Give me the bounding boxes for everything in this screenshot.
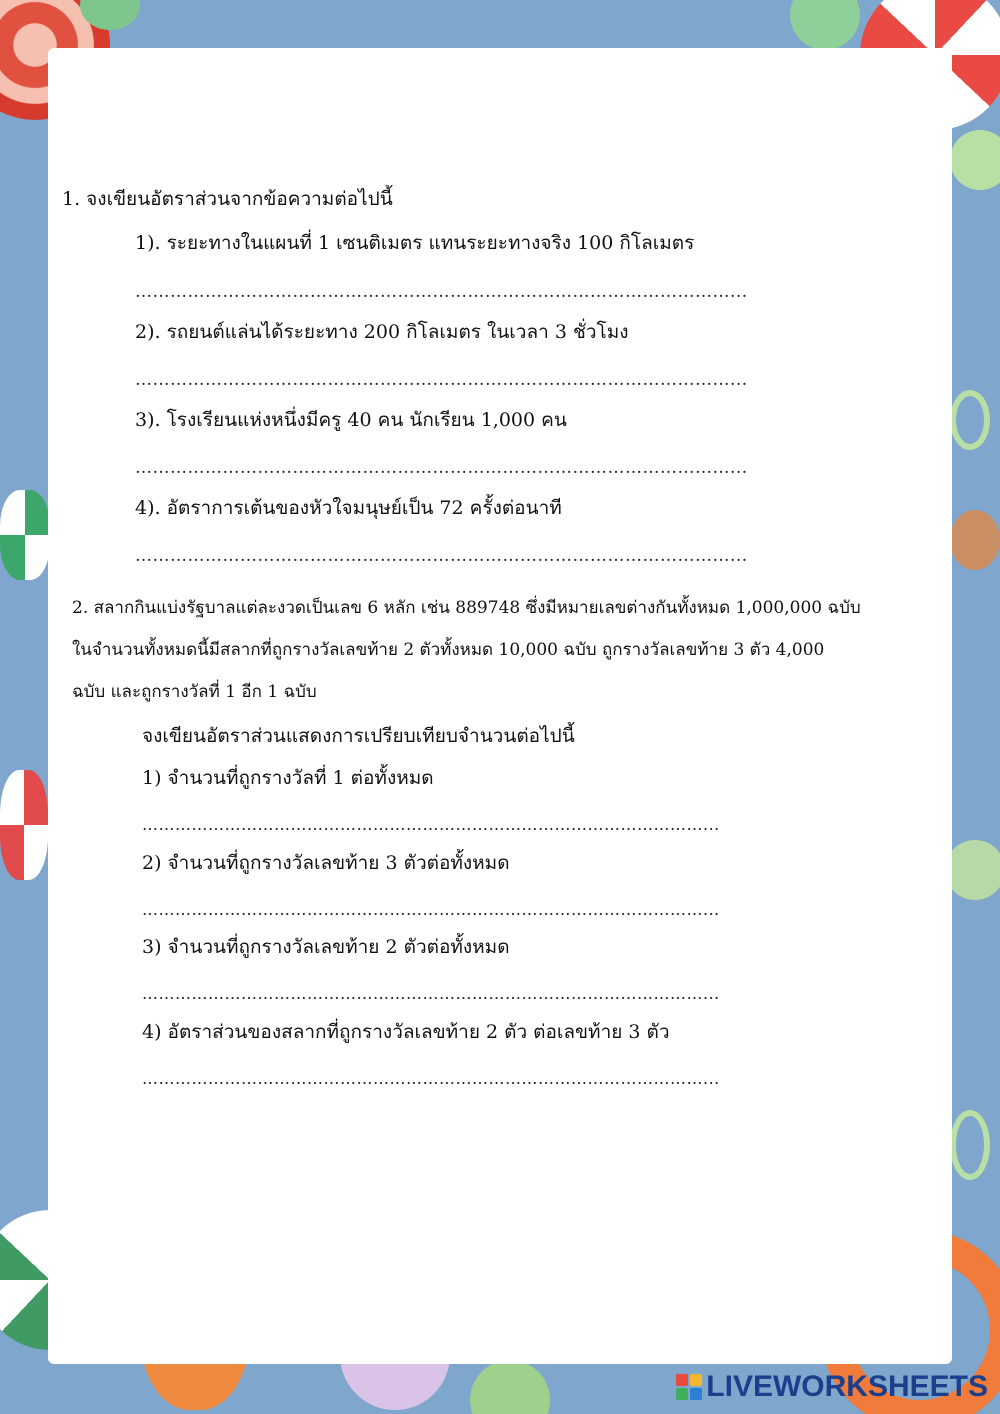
section1-item-4: 4). อัตราการเต้นของหัวใจมนุษย์เป็น 72 ครั้งต่อนาที bbox=[135, 497, 562, 519]
section1-item-1: 1). ระยะทางในแผนที่ 1 เซนติเมตร แทนระยะทางจริง 100 กิโลเมตร bbox=[135, 232, 695, 254]
section2-item-3: 3) จำนวนที่ถูกรางวัลเลขท้าย 2 ตัวต่อทั้งหมด bbox=[142, 936, 510, 958]
answer-field-2-1[interactable]: …………………………………………………………………………………………... bbox=[142, 815, 720, 834]
answer-field-2-2[interactable]: …………………………………………………………………………………………... bbox=[142, 900, 720, 919]
section1-item-3: 3). โรงเรียนแห่งหนึ่งมีครู 40 คน นักเรียน 1,000 คน bbox=[135, 409, 567, 431]
answer-field-2-4[interactable]: …………………………………………………………………………………………... bbox=[142, 1069, 720, 1088]
section2-intro-line-3: ฉบับ และถูกรางวัลที่ 1 อีก 1 ฉบับ bbox=[72, 682, 317, 702]
answer-field-1-3[interactable]: …………………………………………………………………………………………... bbox=[135, 458, 748, 478]
section2-item-2: 2) จำนวนที่ถูกรางวัลเลขท้าย 3 ตัวต่อทั้งหมด bbox=[142, 852, 510, 874]
logo-mark-icon bbox=[676, 1374, 702, 1400]
logo-text: LIVEWORKSHEETS bbox=[706, 1370, 988, 1403]
answer-field-1-2[interactable]: …………………………………………………………………………………………... bbox=[135, 370, 748, 390]
section2-item-4: 4) อัตราส่วนของสลากที่ถูกรางวัลเลขท้าย 2 ตัว ต่อเลขท้าย 3 ตัว bbox=[142, 1021, 670, 1043]
answer-field-1-4[interactable]: …………………………………………………………………………………………... bbox=[135, 546, 748, 566]
answer-field-2-3[interactable]: …………………………………………………………………………………………... bbox=[142, 984, 720, 1003]
section1-heading: 1. จงเขียนอัตราส่วนจากข้อความต่อไปนี้ bbox=[62, 188, 393, 210]
section2-intro-line-2: ในจำนวนทั้งหมดนี้มีสลากที่ถูกรางวัลเลขท้าย 2 ตัวทั้งหมด 10,000 ฉบับ ถูกรางวัลเลขท้าย 3 ตัว 4,000 bbox=[72, 640, 825, 660]
section2-item-1: 1) จำนวนที่ถูกรางวัลที่ 1 ต่อทั้งหมด bbox=[142, 767, 434, 789]
liveworksheets-logo[interactable] bbox=[676, 1370, 988, 1404]
section2-intro-line-1: 2. สลากกินแบ่งรัฐบาลแต่ละงวดเป็นเลข 6 หลัก เช่น 889748 ซึ่งมีหมายเลขต่างกันทั้งหมด 1,000,000 ฉบับ bbox=[72, 598, 861, 618]
section2-instruction: จงเขียนอัตราส่วนแสดงการเปรียบเทียบจำนวนต่อไปนี้ bbox=[142, 725, 575, 747]
section1-item-2: 2). รถยนต์แล่นได้ระยะทาง 200 กิโลเมตร ในเวลา 3 ชั่วโมง bbox=[135, 321, 629, 343]
answer-field-1-1[interactable]: …………………………………………………………………………………………... bbox=[135, 282, 748, 302]
